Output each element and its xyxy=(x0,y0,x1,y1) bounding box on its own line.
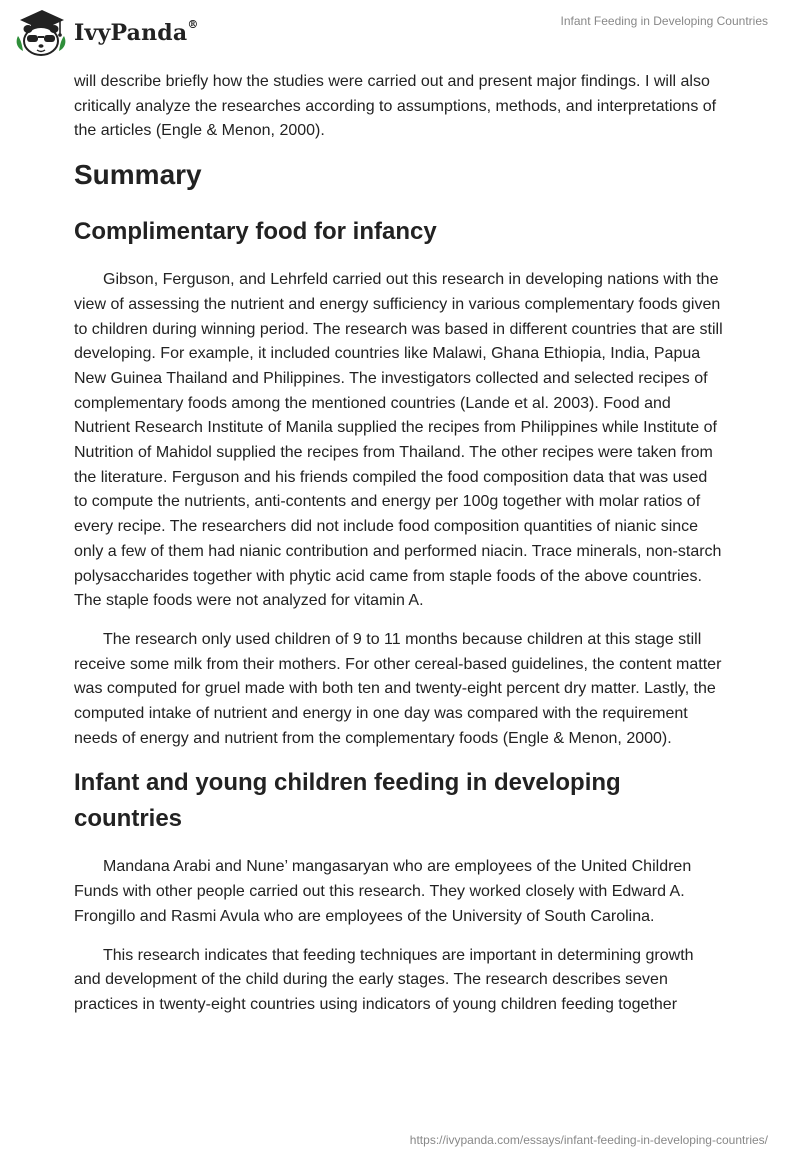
paragraph: This research indicates that feeding techniques are important in determining growth and development of the child during the early stages. The research describes seven practices in twenty-eight countries using indicators of young children feeding together xyxy=(74,946,694,1013)
paragraph: Gibson, Ferguson, and Lehrfeld carried out this research in developing nations with the view of assessing the nutrient and energy sufficiency in various complementary foods given to children during winning period. The research was based in different countries that are still developing. For example, it included countries like Malawi, Ghana Ethiopia, India, Papua New Guinea Thailand and Philippines. The investigators collected and selected recipes of complementary foods among the mentioned countries (Lande et al. 2003). Food and Nutrient Research Institute of Manila supplied the recipes from Philippines while Institute of Nutrition of Mahidol supplied the recipes from Thailand. The other recipes were taken from the literature. Ferguson and his friends compiled the food composition data that was used to compute the nutrients, anti-contents and energy per 100g together with molar ratios of every recipe. The researchers did not include food composition quantities of nianic since only a few of them had nianic contribution and performed niacin. Trace minerals, non-starch polysaccharides together with phytic acid came from staple foods of the above countries. The staple foods were not analyzed for vitamin A. xyxy=(74,271,723,610)
panda-graduate-icon xyxy=(14,6,68,58)
page-header xyxy=(0,0,800,70)
section-heading-infant-feeding: Infant and young children feeding in developing countries xyxy=(74,769,621,833)
document-title: Infant Feeding in Developing Countries xyxy=(560,14,768,28)
paragraph: The research only used children of 9 to 11 months because children at this stage still receive some milk from their mothers. For other cereal-based guidelines, the content matter was computed for gruel made with both ten and twenty-eight percent dry matter. Lastly, the computed intake of nutrient and energy in one day was compared with the requirement needs of energy and nutrient from the complementary foods (Engle & Menon, 2000). xyxy=(74,630,722,747)
brand-name: IvyPanda® xyxy=(74,18,199,46)
section-heading-complimentary-food: Complimentary food for infancy xyxy=(74,218,437,246)
intro-paragraph: will describe briefly how the studies were carried out and present major findings. I will also critically analyze the researches according to assumptions, methods, and interpretations of the articles (Engle & Menon, 2000). xyxy=(74,73,717,140)
brand-logo[interactable] xyxy=(14,6,199,58)
summary-heading: Summary xyxy=(74,159,202,191)
paragraph: Mandana Arabi and Nune’ mangasaryan who are employees of the United Children Funds with other people carried out this research. They worked closely with Edward A. Frongillo and Rasmi Avula who are employees of the University of South Carolina. xyxy=(74,858,692,925)
source-url[interactable]: https://ivypanda.com/essays/infant-feeding-in-developing-countries/ xyxy=(409,1133,768,1147)
essay-body xyxy=(74,70,724,1032)
